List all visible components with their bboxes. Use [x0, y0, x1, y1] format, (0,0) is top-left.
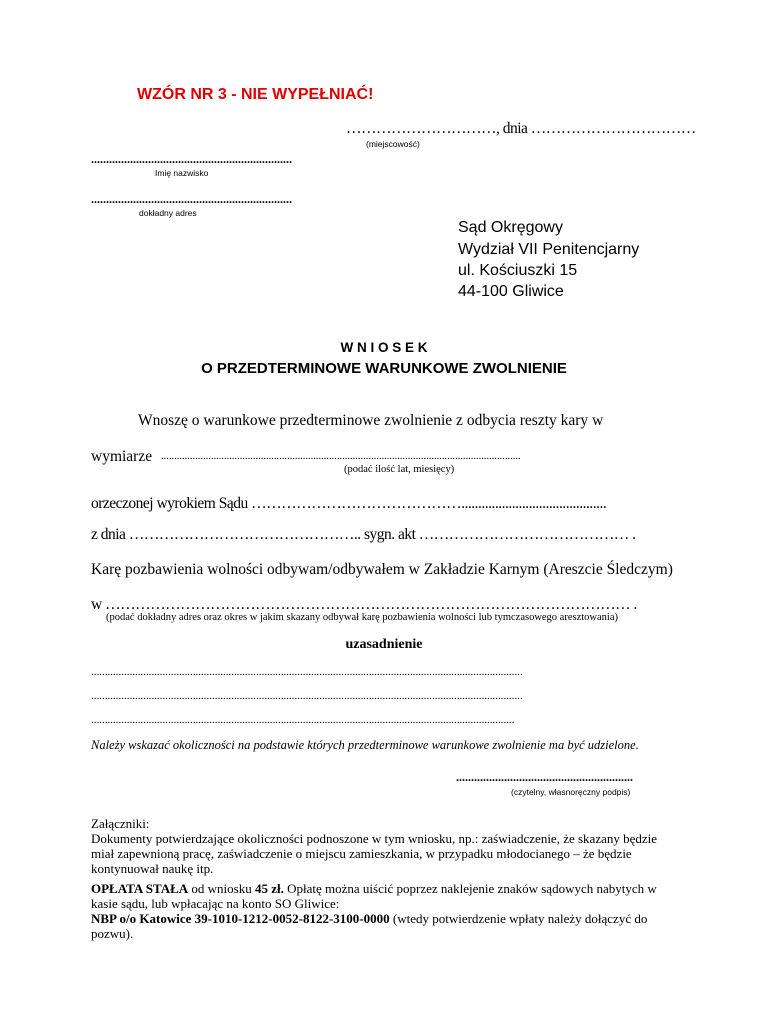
- wymiarze-dots: .........................................................................................................................................: [161, 451, 521, 462]
- court-sentence-line: orzeczonej wyrokiem Sądu ……………………………………...........................................: [91, 495, 607, 512]
- prison-address-line: w …………………………………………………………………………………………… .: [91, 596, 637, 613]
- intro-text: Wnoszę o warunkowe przedterminowe zwolnienie z odbycia reszty kary w: [138, 412, 604, 429]
- justification-note: Należy wskazać okoliczności na podstawie których przedterminowe warunkowe zwolnienie ma być udzielone.: [91, 738, 639, 752]
- fee-amount: 45 zł.: [254, 881, 284, 896]
- place-hint: (miejscowość): [366, 139, 420, 149]
- recipient-city: 44-100 Gliwice: [458, 283, 564, 300]
- document-title: W N I O S E K: [340, 340, 428, 355]
- address-line: ...................................................................: [91, 192, 292, 206]
- fee-text-1: od wniosku: [188, 881, 255, 896]
- signature-line: ...........................................................: [456, 770, 633, 784]
- justification-line-2: .............................................................................................................................................................: [91, 690, 523, 702]
- fee-text-2: Opłatę można uiścić poprzez naklejenie znaków sądowych nabytych w kasie sądu, lub wpłacając na konto SO Gliwice:: [91, 881, 657, 911]
- place-date-line: …………………………, dnia ……………………………: [346, 120, 696, 137]
- wymiarze-hint: (podać ilość lat, miesięcy): [344, 464, 455, 475]
- bank-account: NBP o/o Katowice 39-1010-1212-0052-8122-3100-0000: [91, 911, 390, 926]
- name-line: ...................................................................: [91, 152, 292, 166]
- sample-warning: WZÓR NR 3 - NIE WYPEŁNIAĆ!: [137, 86, 374, 103]
- prison-text: Karę pozbawienia wolności odbywam/odbywałem w Zakładzie Karnym (Areszcie Śledczym): [91, 561, 673, 578]
- fee-title: OPŁATA STAŁA: [91, 881, 189, 896]
- prison-address-hint: (podać dokładny adres oraz okres w jakim skazany odbywał karę pozbawienia wolności lub tymczasowego aresztowania): [106, 612, 618, 623]
- recipient-department: Wydział VII Penitencjarny: [458, 241, 640, 258]
- justification-line-1: .............................................................................................................................................................: [91, 666, 523, 678]
- address-label: dokładny adres: [139, 208, 197, 218]
- date-case-line: z dnia ……………………………………….. sygn. akt …………………………………… .: [91, 526, 636, 543]
- document-subtitle: O PRZEDTERMINOWE WARUNKOWE ZWOLNIENIE: [201, 360, 567, 377]
- justification-line-3: ..........................................................................................................................................................: [91, 714, 515, 726]
- fee-paragraph: [91, 881, 683, 941]
- recipient-street: ul. Kościuszki 15: [458, 262, 578, 279]
- attachments-heading: Załączniki:: [91, 816, 150, 831]
- recipient-court: Sąd Okręgowy: [458, 219, 563, 236]
- justification-heading: uzasadnienie: [345, 637, 423, 652]
- signature-label: (czytelny, własnoręczny podpis): [511, 787, 631, 797]
- attachments-text: Dokumenty potwierdzające okoliczności podnoszone w tym wniosku, np.: zaświadczenie, że skazany będzie miał zapewnioną pracę, zaświadczenie o miejscu zamieszkania, w przypadku młodocianego – że będzie kontynuował naukę itp.: [91, 831, 658, 876]
- fee-text-3: (wtedy potwierdzenie wpłaty należy dołączyć do pozwu).: [91, 911, 648, 941]
- name-label: Imię nazwisko: [155, 168, 209, 178]
- wymiarze-label: wymiarze: [91, 448, 153, 465]
